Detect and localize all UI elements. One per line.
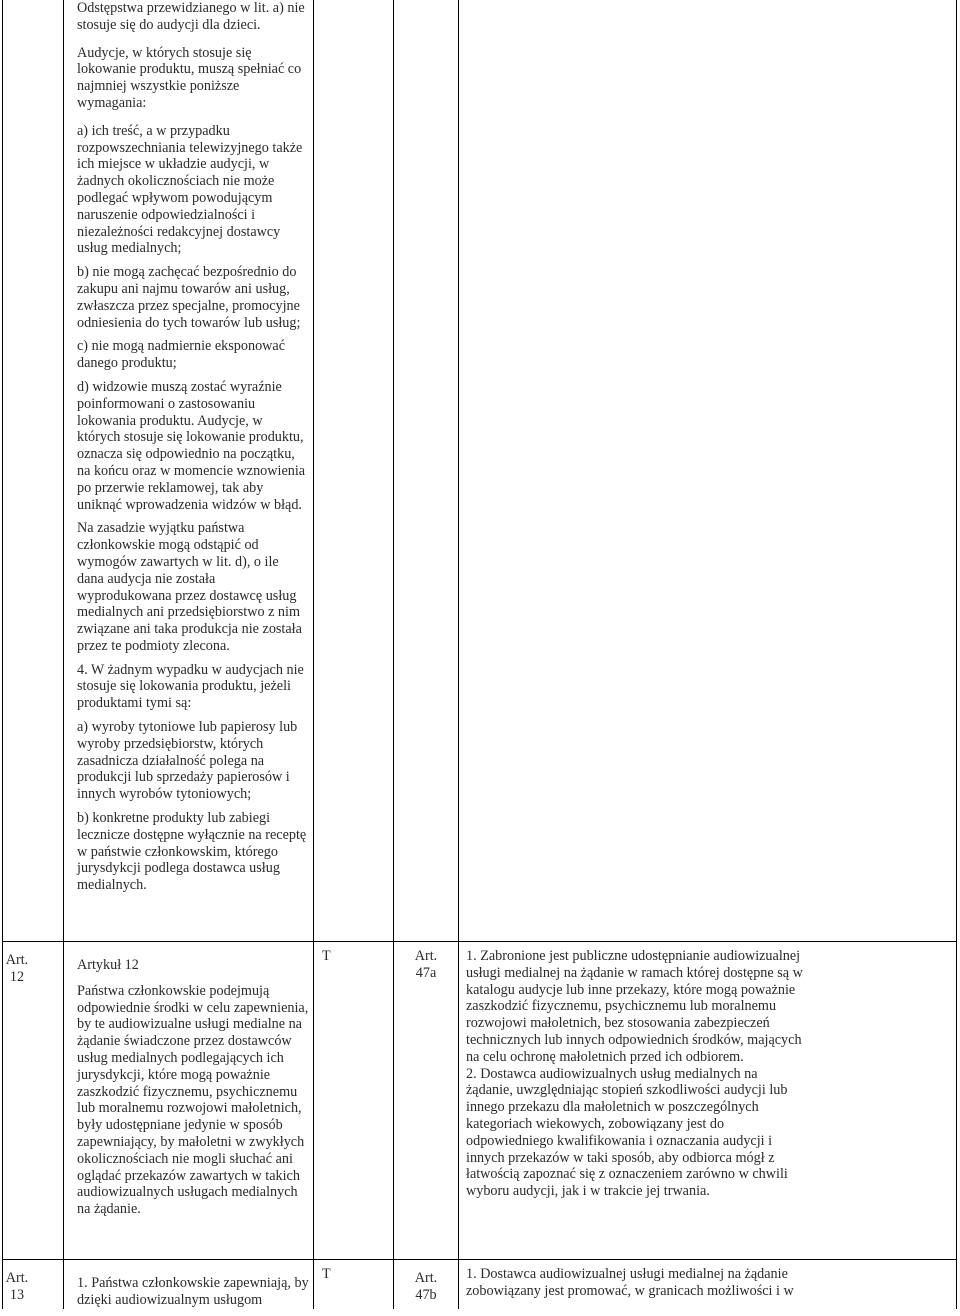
row2-eu-text	[77, 957, 309, 1225]
table-divider-pl-art	[393, 0, 394, 1309]
row3-pl-text	[466, 1266, 816, 1307]
art-number: 13	[9, 1286, 25, 1303]
row3-pl-article-number	[404, 1270, 448, 1304]
eu-paragraph: d) widzowie muszą zostać wyraźnie poinformowani o zastosowaniu lokowania produktu. Audycje, w których stosuje się lokowanie produktu, oznacza się odpowiednio na początku, na końcu oraz w momencie wznowienia po przerwie reklamowej, tak aby uniknąć wprowadzenia widzów w błąd.	[77, 378, 306, 513]
table-divider-marker	[313, 0, 314, 1309]
art-label: Art.	[5, 952, 29, 968]
eu-paragraph: Na zasadzie wyjątku państwa członkowskie mogą odstąpić od wymogów zawartych w lit. d), o ile dana audycja nie została wyprodukowana przez dostawcę usług medialnych ani przedsiębiorstwo z nim związane ani taka produkcja nie została przez te podmioty zlecona.	[77, 520, 302, 654]
table-border-left	[2, 0, 3, 1309]
art-label: Art.	[5, 1270, 29, 1286]
row-divider-1	[2, 941, 957, 942]
eu-paragraph: Audycje, w których stosuje się lokowanie produktu, muszą spełniać co najmniej wszystkie poniższe wymagania:	[77, 44, 302, 111]
pl-paragraph: 1. Dostawca audiowizualnej usługi medialnej na żądanie zobowiązany jest promować, w granicach możliwości i w	[466, 1266, 794, 1299]
eu-paragraph: b) nie mogą zachęcać bezpośrednio do zakupu ani najmu towarów ani usług, zwłaszcza przez specjalne, promocyjne odniesienia do tych towarów lub usług;	[77, 264, 301, 331]
eu-paragraph: a) ich treść, a w przypadku rozpowszechniania telewizyjnego także ich miejsce w układzie audycji, w żadnych okolicznościach nie może podlegać wpływom powodującym naruszenie odpowiedzialności i niezależności redakcyjnej dostawcy usług medialnych;	[77, 122, 303, 257]
pl-paragraph: 2. Dostawca audiowizualnych usług medialnych na żądanie, uwzględniając stopień szkodliwości audycji lub innego przekazu dla małoletnich w poszczególnych kategoriach wiekowych, zobowiązany jest do odpowiedniego kwalifikowania i oznaczania audycji i innych przekazów w taki sposób, aby odbiorca mógł z łatwością zapoznać się z oznaczeniem zarówno w chwili wyboru audycji, jak i w trakcie jej trwania.	[466, 1065, 788, 1200]
row2-marker	[322, 948, 342, 965]
eu-paragraph: 1. Państwa członkowskie zapewniają, by dzięki audiowizualnym usługom	[77, 1275, 309, 1308]
pl-art-label: Art.	[414, 948, 438, 964]
eu-paragraph: c) nie mogą nadmiernie eksponować danego produktu;	[77, 338, 286, 372]
pl-art-label: Art.	[414, 1270, 438, 1286]
eu-paragraph: b) konkretne produkty lub zabiegi lecznicze dostępne wyłącznie na receptę w państwie członkowskim, którego jurysdykcji podlega dostawca usług medialnych.	[77, 810, 307, 894]
row3-marker	[322, 1266, 342, 1283]
eu-article-title: Artykuł 12	[77, 957, 139, 973]
row-divider-2	[2, 1259, 957, 1260]
table-divider-eu	[63, 0, 64, 1309]
pl-art-number: 47b	[415, 1286, 437, 1303]
table-divider-pl-text	[458, 0, 459, 1309]
row2-pl-article-number	[404, 948, 448, 982]
row2-article-number	[4, 952, 30, 986]
row3-article-number	[4, 1270, 30, 1304]
art-number: 12	[9, 968, 25, 985]
transposition-marker: T	[322, 948, 331, 964]
pl-paragraph: 1. Zabronione jest publiczne udostępnianie audiowizualnej usługi medialnej na żądanie w ramach której dostępne są w katalogu audycje lub inne przekazy, które mogą poważnie zaszkodzić fizycznemu, psychicznemu lub moralnemu rozwojowi małoletnich, bez stosowania zabezpieczeń technicznych lub innych odpowiednich środków, mających na celu ochronę małoletnich przed ich odbiorem.	[466, 948, 803, 1065]
eu-paragraph: a) wyroby tytoniowe lub papierosy lub wyroby przedsiębiorstw, których zasadnicza działalność polega na produkcji lub sprzedaży papierosów i innych wyrobów tytoniowych;	[77, 719, 298, 803]
eu-paragraph: Państwa członkowskie podejmują odpowiednie środki w celu zapewnienia, by te audiowizualne usługi medialne na żądanie świadczone przez dostawców usług medialnych podlegających ich jurysdykcji, które mogą poważnie zaszkodzić fizycznemu, psychicznemu lub moralnemu rozwojowi małoletnich, były udostępniane jedynie w sposób zapewniający, by małoletni w zwykłych okolicznościach nie mogli słuchać ani oglądać przekazów zawartych w takich audiowizualnych usługach medialnych na żądanie.	[77, 982, 309, 1218]
eu-paragraph: 4. W żadnym wypadku w audycjach nie stosuje się lokowania produktu, jeżeli produktami tymi są:	[77, 661, 304, 712]
transposition-marker: T	[322, 1266, 331, 1282]
pl-art-number: 47a	[415, 964, 437, 981]
row3-eu-text	[77, 1275, 309, 1316]
row2-pl-text	[466, 948, 806, 1207]
row1-eu-text	[77, 0, 309, 901]
eu-paragraph: Odstępstwa przewidzianego w lit. a) nie stosuje się do audycji dla dzieci.	[77, 0, 305, 33]
table-border-right	[956, 0, 957, 1309]
